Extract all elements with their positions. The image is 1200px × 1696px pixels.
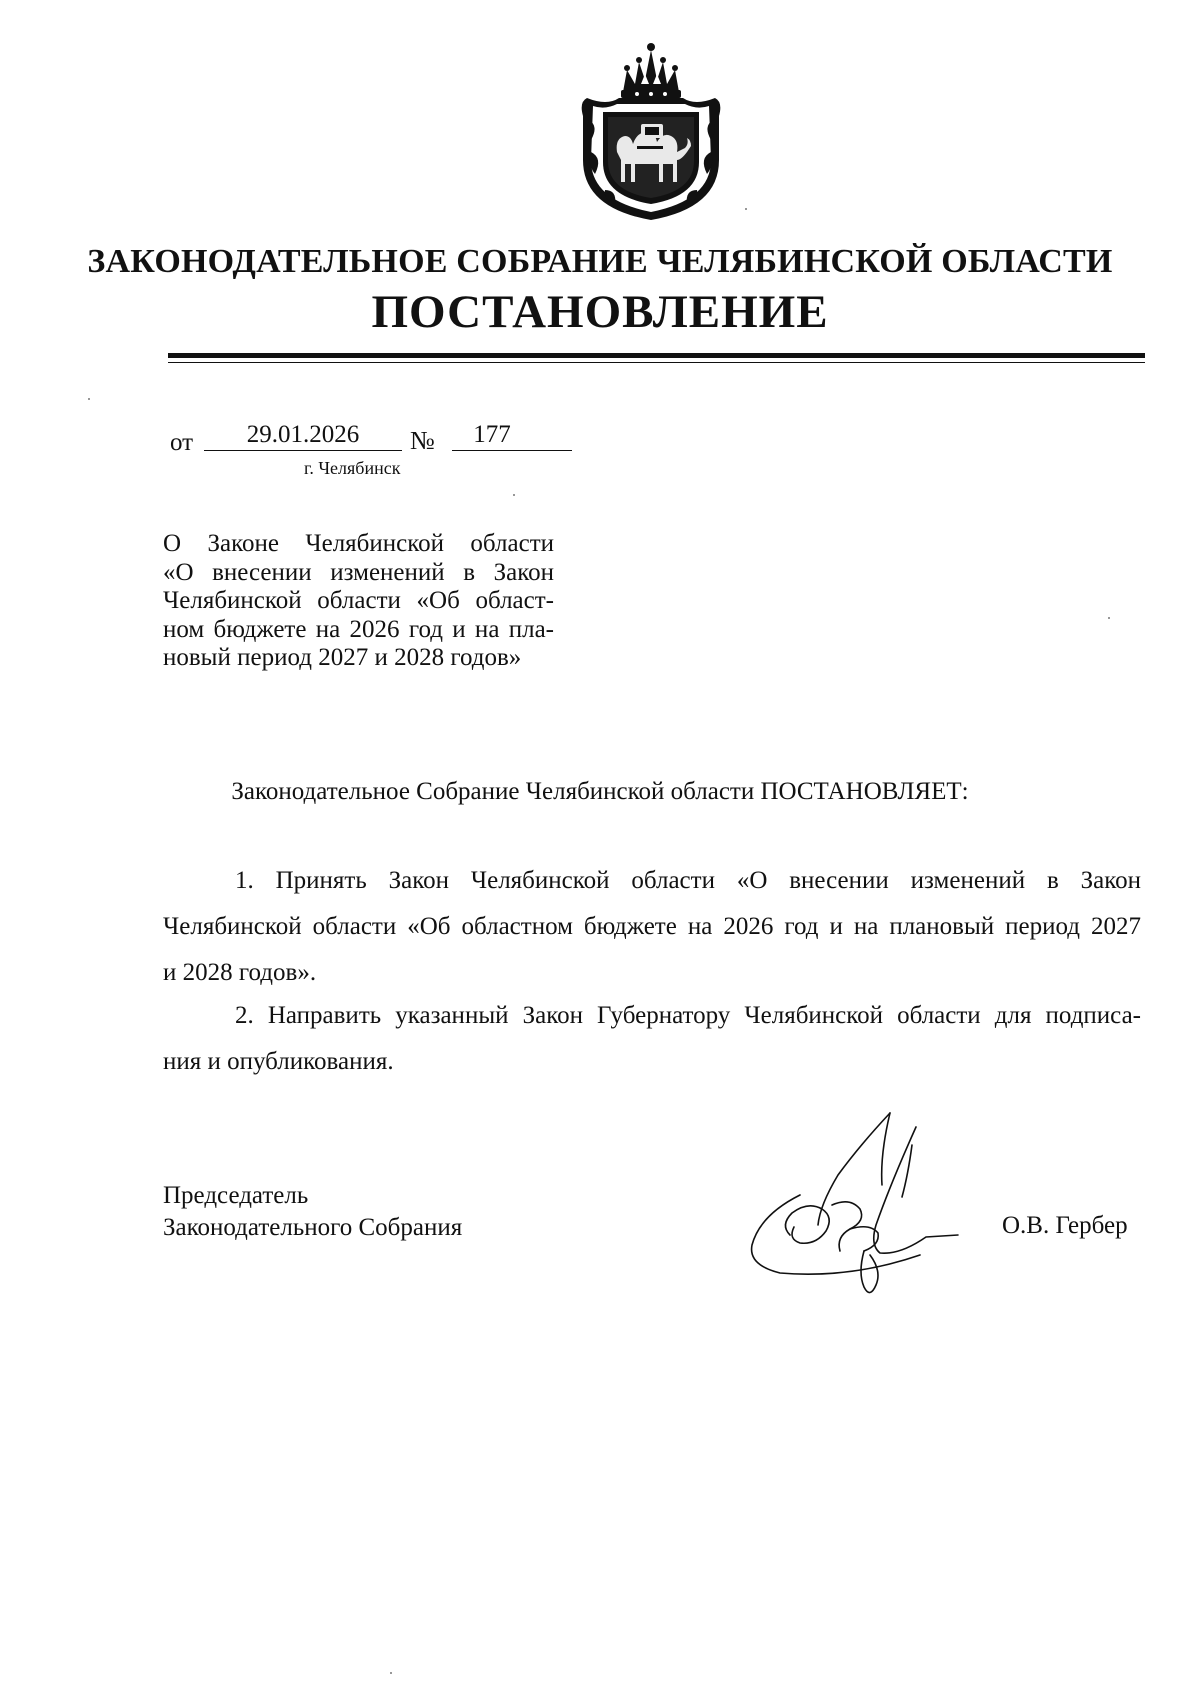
number-underline — [452, 450, 572, 451]
signer-name: О.В. Гербер — [1002, 1212, 1128, 1239]
issue-city: г. Челябинск — [304, 458, 401, 478]
resolution-item-2 — [163, 993, 1141, 1085]
date-underline — [204, 450, 402, 451]
resolution-item-1 — [163, 858, 1141, 996]
document-subject — [163, 530, 554, 673]
item-line: 2. Направить указанный Закон Губернатору Челябинской области для подписа- — [235, 1002, 1141, 1029]
subject-line: О Законе Челябинской области — [163, 530, 554, 557]
date-prefix-label: от — [170, 429, 194, 456]
scan-speck — [745, 208, 747, 210]
document-number: 177 — [473, 421, 511, 448]
position-line: Законодательного Собрания — [163, 1214, 463, 1241]
item-line: и 2028 годов». — [163, 959, 317, 986]
resolves-statement: Законодательное Собрание Челябинской области ПОСТАНОВЛЯЕТ: — [231, 778, 969, 805]
subject-line: Челябинской области «Об област- — [163, 587, 554, 614]
scan-speck — [513, 494, 515, 496]
item-line: ния и опубликования. — [163, 1048, 394, 1075]
organization-title: ЗАКОНОДАТЕЛЬНОЕ СОБРАНИЕ ЧЕЛЯБИНСКОЙ ОБЛАСТИ — [87, 243, 1113, 280]
header-rule-thick — [168, 353, 1145, 358]
item-line: Челябинской области «Об областном бюджете на 2026 год и на плановый период 2027 — [163, 913, 1141, 940]
number-sign-label: № — [410, 426, 435, 455]
signatory-position — [163, 1180, 462, 1244]
item-line: 1. Принять Закон Челябинской области «О внесении изменений в Закон — [235, 867, 1141, 894]
handwritten-signature-icon — [740, 1105, 1000, 1305]
subject-line: новый период 2027 и 2028 годов» — [163, 644, 522, 671]
scan-speck — [88, 398, 90, 400]
document-type-title: ПОСТАНОВЛЕНИЕ — [371, 286, 829, 338]
coat-of-arms-icon — [575, 40, 727, 222]
scan-speck — [1108, 617, 1110, 619]
position-line: Председатель — [163, 1182, 309, 1209]
scan-speck — [390, 1672, 392, 1674]
document-date: 29.01.2026 — [246, 421, 360, 448]
subject-line: ном бюджете на 2026 год и на пла- — [163, 615, 554, 643]
header-rule-thin — [168, 362, 1145, 363]
subject-line: «О внесении изменений в Закон — [163, 558, 554, 586]
